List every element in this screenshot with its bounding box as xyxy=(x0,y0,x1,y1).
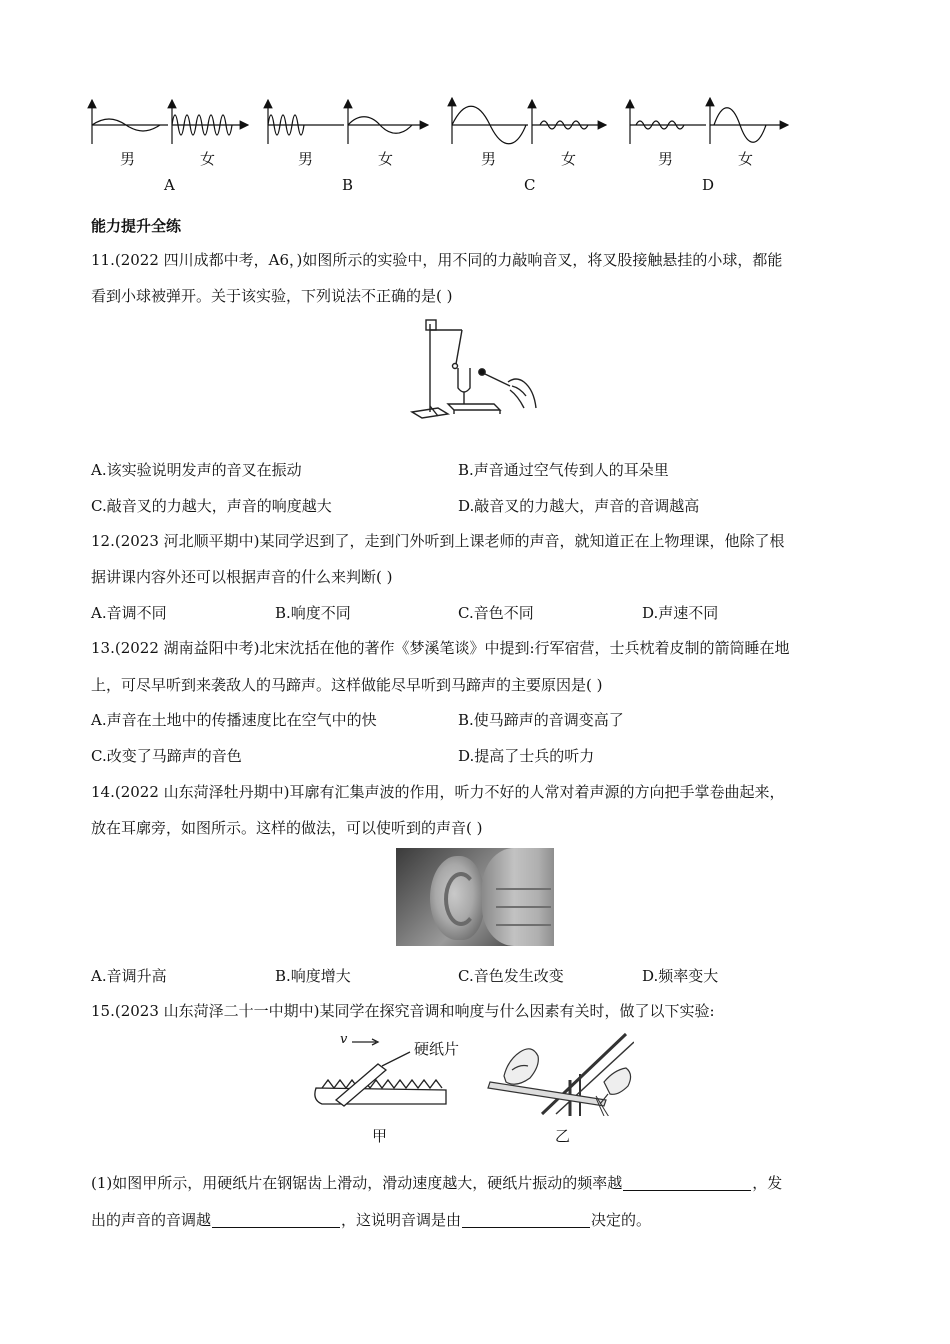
finger-line xyxy=(496,888,551,890)
waveform-a-male xyxy=(92,100,168,144)
waveform-a-letter: A xyxy=(164,176,175,194)
cupped-hand-shape xyxy=(482,848,554,946)
q14-stem-line2: 放在耳廓旁，如图所示。这样的做法，可以使听到的声音( ) xyxy=(91,819,483,837)
waveform-c-letter: C xyxy=(524,176,536,194)
waveform-d-male xyxy=(630,100,706,144)
q14-option-d[interactable]: D.频率变大 xyxy=(642,967,719,985)
waveform-c-male xyxy=(452,98,528,144)
ruler-table-figure xyxy=(486,1030,634,1116)
q12-option-d[interactable]: D.声速不同 xyxy=(642,604,719,622)
waveform-a-female-label: 女 xyxy=(200,150,216,168)
q15-stem-line1: 15.(2023 山东菏泽二十一中期中)某同学在探究音调和响度与什么因素有关时，做了以下实验: xyxy=(91,1002,715,1020)
waveform-a-male-label: 男 xyxy=(120,150,136,168)
q12-stem-line2: 据讲课内容外还可以根据声音的什么来判断( ) xyxy=(91,568,393,586)
q13-option-b[interactable]: B.使马蹄声的音调变高了 xyxy=(458,711,624,729)
q14-stem-line1: 14.(2022 山东菏泽牡丹期中)耳廓有汇集声波的作用，听力不好的人常对着声源的方向把手掌卷曲起来， xyxy=(91,783,785,801)
velocity-label: v xyxy=(340,1032,348,1047)
q12-option-c[interactable]: C.音色不同 xyxy=(458,604,534,622)
waveform-b-male xyxy=(268,100,344,144)
q15-sub1-text-b: ，发 xyxy=(752,1174,783,1192)
q15-sub1-text-a: (1)如图甲所示，用硬纸片在钢锯齿上滑动，滑动速度越大，硬纸片振动的频率越 xyxy=(91,1174,623,1192)
q15-blank-frequency[interactable] xyxy=(623,1174,751,1191)
finger-line xyxy=(496,906,551,908)
q11-option-a[interactable]: A.该实验说明发声的音叉在振动 xyxy=(91,461,302,479)
q11-option-d[interactable]: D.敲音叉的力越大，声音的音调越高 xyxy=(458,497,700,515)
q13-option-c[interactable]: C.改变了马蹄声的音色 xyxy=(91,747,242,765)
q12-stem-line1: 12.(2023 河北顺平期中)某同学迟到了，走到门外听到上课老师的声音，就知道正在上物理课，他除了根 xyxy=(91,532,785,550)
q11-option-b[interactable]: B.声音通过空气传到人的耳朵里 xyxy=(458,461,669,479)
waveform-b-female-label: 女 xyxy=(378,150,394,168)
q15-sub1-line2 xyxy=(91,1210,651,1230)
section-title: 能力提升全练 xyxy=(91,217,182,235)
q13-option-a[interactable]: A.声音在土地中的传播速度比在空气中的快 xyxy=(91,711,377,729)
figure-jia-label: 甲 xyxy=(372,1127,388,1145)
q12-option-a[interactable]: A.音调不同 xyxy=(91,604,167,622)
q15-sub1-line1 xyxy=(91,1173,782,1193)
waveform-c-female-label: 女 xyxy=(561,150,577,168)
q15-sub1-text-d: ，这说明音调是由 xyxy=(341,1211,462,1229)
waveform-b-letter: B xyxy=(342,176,354,194)
q15-sub1-text-c: 出的声音的音调越 xyxy=(91,1211,212,1229)
waveform-d-letter: D xyxy=(702,176,715,194)
q11-stem-line1: 11.(2022 四川成都中考，A6，)如图所示的实验中，用不同的力敲响音叉，将叉股接触悬挂的小球，都能 xyxy=(91,251,783,269)
q13-stem-line1: 13.(2022 湖南益阳中考)北宋沈括在他的著作《梦溪笔谈》中提到:行军宿营，士兵枕着皮制的箭筒睡在地 xyxy=(91,639,790,657)
q15-blank-pitch[interactable] xyxy=(212,1211,340,1228)
figure-yi-label: 乙 xyxy=(555,1127,571,1145)
waveform-c-female xyxy=(532,100,606,144)
q14-option-b[interactable]: B.响度增大 xyxy=(275,967,351,985)
q15-sub1-text-e: 决定的。 xyxy=(591,1211,652,1229)
waveform-c-male-label: 男 xyxy=(481,150,497,168)
q14-option-c[interactable]: C.音色发生改变 xyxy=(458,967,564,985)
waveform-d-male-label: 男 xyxy=(658,150,674,168)
q15-blank-cause[interactable] xyxy=(462,1211,590,1228)
ear-inner-shape xyxy=(444,872,478,926)
q11-stem-line2: 看到小球被弹开。关于该实验，下列说法不正确的是( ) xyxy=(91,287,453,305)
q14-option-a[interactable]: A.音调升高 xyxy=(91,967,167,985)
tuning-fork-figure xyxy=(408,316,543,424)
waveform-panels xyxy=(86,92,796,202)
q13-stem-line2: 上，可尽早听到来袭敌人的马蹄声。这样做能尽早听到马蹄声的主要原因是( ) xyxy=(91,676,603,694)
waveform-b-male-label: 男 xyxy=(298,150,314,168)
finger-line xyxy=(496,924,551,926)
waveform-b-female xyxy=(348,100,428,144)
q12-option-b[interactable]: B.响度不同 xyxy=(275,604,351,622)
waveform-d-female xyxy=(710,98,788,144)
ear-hand-photo xyxy=(396,848,554,946)
q11-option-c[interactable]: C.敲音叉的力越大，声音的响度越大 xyxy=(91,497,332,515)
card-label: 硬纸片 xyxy=(414,1040,460,1058)
waveform-a-female xyxy=(172,100,248,144)
waveform-d-female-label: 女 xyxy=(738,150,754,168)
q13-option-d[interactable]: D.提高了士兵的听力 xyxy=(458,747,595,765)
